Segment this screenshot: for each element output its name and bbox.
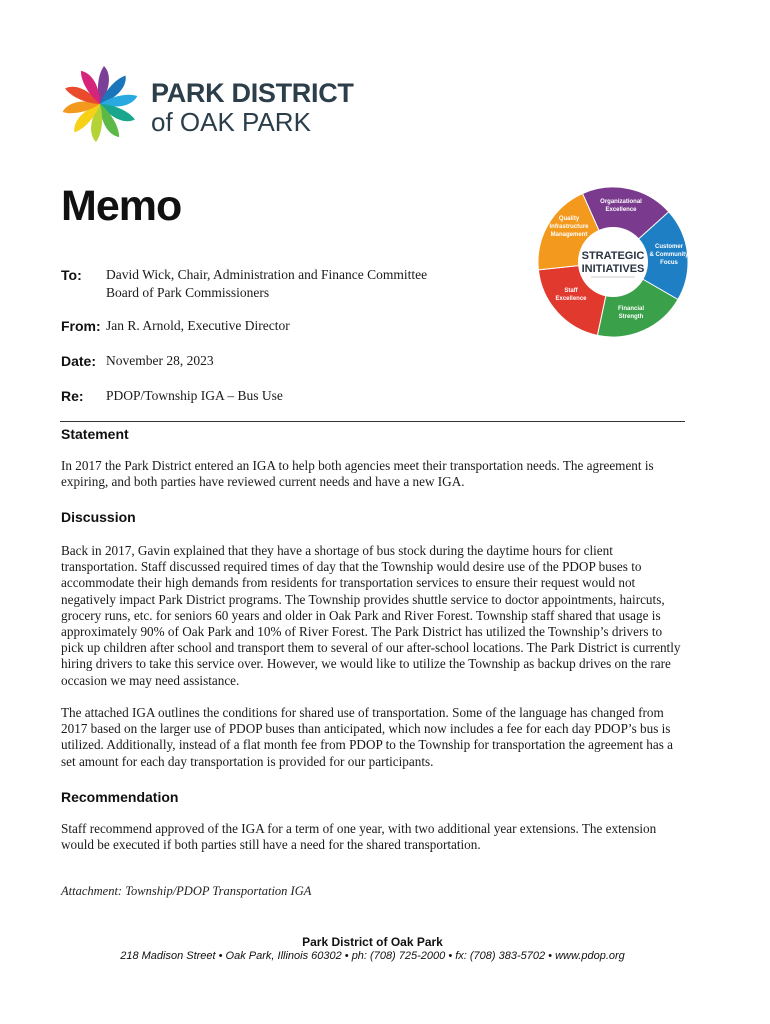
logo-petals — [61, 66, 139, 142]
segment-2-label1: Financial — [617, 306, 645, 312]
logo-line2: of OAK PARK — [151, 107, 311, 137]
segment-3-label2: Excellence — [555, 296, 587, 302]
date-label: Date: — [61, 353, 97, 369]
wheel-center-line2: INITIATIVES — [581, 263, 645, 275]
segment-0-label1: Organizational — [600, 199, 642, 205]
wheel-center-line1: STRATEGIC — [581, 250, 645, 262]
discussion-paragraph-2: The attached IGA outlines the conditions for shared use of transportation. Some of the language has changed from 2017 based on the larger use of PDOP buses than anticipated, which now includes a fee for each day PDOP’s bus is utilized. Additionally, instead of a flat month fee from PDOP to the Township for transportation the agreement has a set amount for each day transportation is provided for our participants. — [61, 705, 674, 769]
segment-4-label2: Infrastructure — [549, 224, 589, 230]
from-value: Jan R. Arnold, Executive Director — [106, 318, 290, 333]
segment-0-label2: Excellence — [605, 207, 637, 213]
date-value: November 28, 2023 — [106, 353, 214, 368]
segment-1-label3: Focus — [660, 260, 678, 266]
memo-title: Memo — [61, 182, 182, 230]
re-value: PDOP/Township IGA – Bus Use — [106, 388, 283, 403]
park-district-logo-icon — [60, 64, 140, 144]
strategic-initiatives-wheel — [537, 186, 689, 338]
footer-organization: Park District of Oak Park — [302, 935, 443, 949]
attachment-note: Attachment: Township/PDOP Transportation IGA — [61, 884, 312, 898]
re-label: Re: — [61, 388, 84, 404]
recommendation-text: Staff recommend approved of the IGA for a term of one year, with two additional year extensions. The extension would be executed if both parties still have a need for the shared transportation. — [61, 821, 657, 853]
statement-text: In 2017 the Park District entered an IGA to help both agencies meet their transportation needs. The agreement is expiring, and both parties have reviewed current needs and have a new IGA. — [61, 458, 654, 490]
segment-4-label1: Quality — [558, 216, 580, 222]
header-divider — [60, 421, 685, 422]
segment-1-label1: Customer — [654, 244, 684, 250]
statement-title: Statement — [61, 426, 129, 442]
from-label: From: — [61, 318, 101, 334]
discussion-title: Discussion — [61, 509, 136, 525]
segment-1-label2: & Community — [649, 252, 689, 258]
segment-2-label2: Strength — [618, 314, 644, 320]
segment-3-label1: Staff — [564, 288, 578, 294]
logo-line1: PARK DISTRICT — [151, 78, 354, 108]
discussion-paragraph-1: Back in 2017, Gavin explained that they have a shortage of bus stock during the daytime hours for client transportation. Staff discussed required times of day that the Township would desire use of the PDOP buses to accommodate their high demands from residents for transportation services to ensure their request would not negatively impact Park District programs. The Township provides shuttle service to doctor appointments, haircuts, grocery runs, etc. for seniors 60 years and older in Oak Park and River Forest. Township staff shared that usage is approximately 90% of Oak Park and 10% of River Forest. The Park District has utilized the Township’s drivers to pick up children after school and transport them to several of our after-school locations. The Park District is currently hiring drivers to take this service over. However, we would like to utilize the Township as backup drives on the rare occasion we may need assistance. — [61, 543, 681, 688]
segment-4-label3: Management — [550, 232, 588, 238]
to-line2: Board of Park Commissioners — [106, 285, 270, 300]
to-line1: David Wick, Chair, Administration and Finance Committee — [106, 267, 428, 282]
wheel-center — [578, 227, 648, 297]
footer-address: 218 Madison Street • Oak Park, Illinois 60302 • ph: (708) 725-2000 • fx: (708) 383-5702 • www.pdop.org — [120, 950, 625, 962]
to-label: To: — [61, 267, 82, 283]
recommendation-title: Recommendation — [61, 789, 179, 805]
